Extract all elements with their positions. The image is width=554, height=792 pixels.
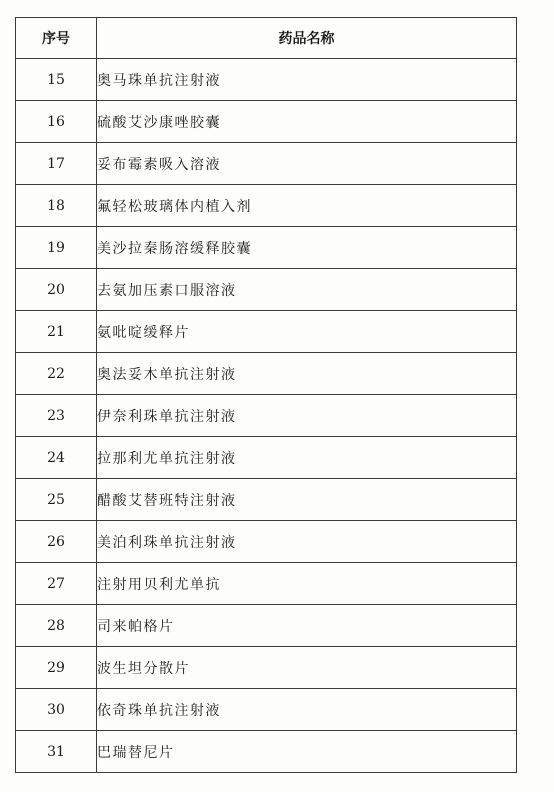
row-drug-name: 硫酸艾沙康唑胶囊 (97, 101, 517, 143)
table-row (16, 437, 517, 479)
row-index: 25 (16, 479, 97, 521)
row-drug-name: 醋酸艾替班特注射液 (97, 479, 517, 521)
row-drug-name: 奥法妥木单抗注射液 (97, 353, 517, 395)
table-row (16, 227, 517, 269)
row-drug-name: 氟轻松玻璃体内植入剂 (97, 185, 517, 227)
row-index: 30 (16, 689, 97, 731)
table-row (16, 143, 517, 185)
table-body (16, 59, 517, 773)
table-row (16, 479, 517, 521)
row-index: 28 (16, 605, 97, 647)
header-index: 序号 (16, 18, 97, 59)
table-row (16, 605, 517, 647)
row-drug-name: 美泊利珠单抗注射液 (97, 521, 517, 563)
table-row (16, 101, 517, 143)
table-row (16, 647, 517, 689)
row-index: 29 (16, 647, 97, 689)
row-drug-name: 注射用贝利尤单抗 (97, 563, 517, 605)
row-drug-name: 妥布霉素吸入溶液 (97, 143, 517, 185)
row-drug-name: 巴瑞替尼片 (97, 731, 517, 773)
row-index: 24 (16, 437, 97, 479)
drug-list-table (15, 17, 517, 773)
table-row (16, 395, 517, 437)
row-drug-name: 依奇珠单抗注射液 (97, 689, 517, 731)
row-index: 31 (16, 731, 97, 773)
table-row (16, 353, 517, 395)
table-row (16, 521, 517, 563)
row-drug-name: 奥马珠单抗注射液 (97, 59, 517, 101)
row-index: 22 (16, 353, 97, 395)
row-index: 16 (16, 101, 97, 143)
row-drug-name: 美沙拉秦肠溶缓释胶囊 (97, 227, 517, 269)
row-index: 26 (16, 521, 97, 563)
table-row (16, 311, 517, 353)
row-index: 20 (16, 269, 97, 311)
table-row (16, 731, 517, 773)
row-index: 15 (16, 59, 97, 101)
row-index: 27 (16, 563, 97, 605)
row-index: 17 (16, 143, 97, 185)
row-drug-name: 氨吡啶缓释片 (97, 311, 517, 353)
row-drug-name: 去氨加压素口服溶液 (97, 269, 517, 311)
table-row (16, 185, 517, 227)
table-row (16, 59, 517, 101)
header-drug-name: 药品名称 (97, 18, 517, 59)
table-row (16, 269, 517, 311)
row-index: 23 (16, 395, 97, 437)
row-index: 19 (16, 227, 97, 269)
table-row (16, 689, 517, 731)
table-row (16, 563, 517, 605)
row-drug-name: 司来帕格片 (97, 605, 517, 647)
row-index: 18 (16, 185, 97, 227)
row-drug-name: 拉那利尤单抗注射液 (97, 437, 517, 479)
row-drug-name: 波生坦分散片 (97, 647, 517, 689)
row-drug-name: 伊奈利珠单抗注射液 (97, 395, 517, 437)
table-header-row (16, 18, 517, 59)
row-index: 21 (16, 311, 97, 353)
